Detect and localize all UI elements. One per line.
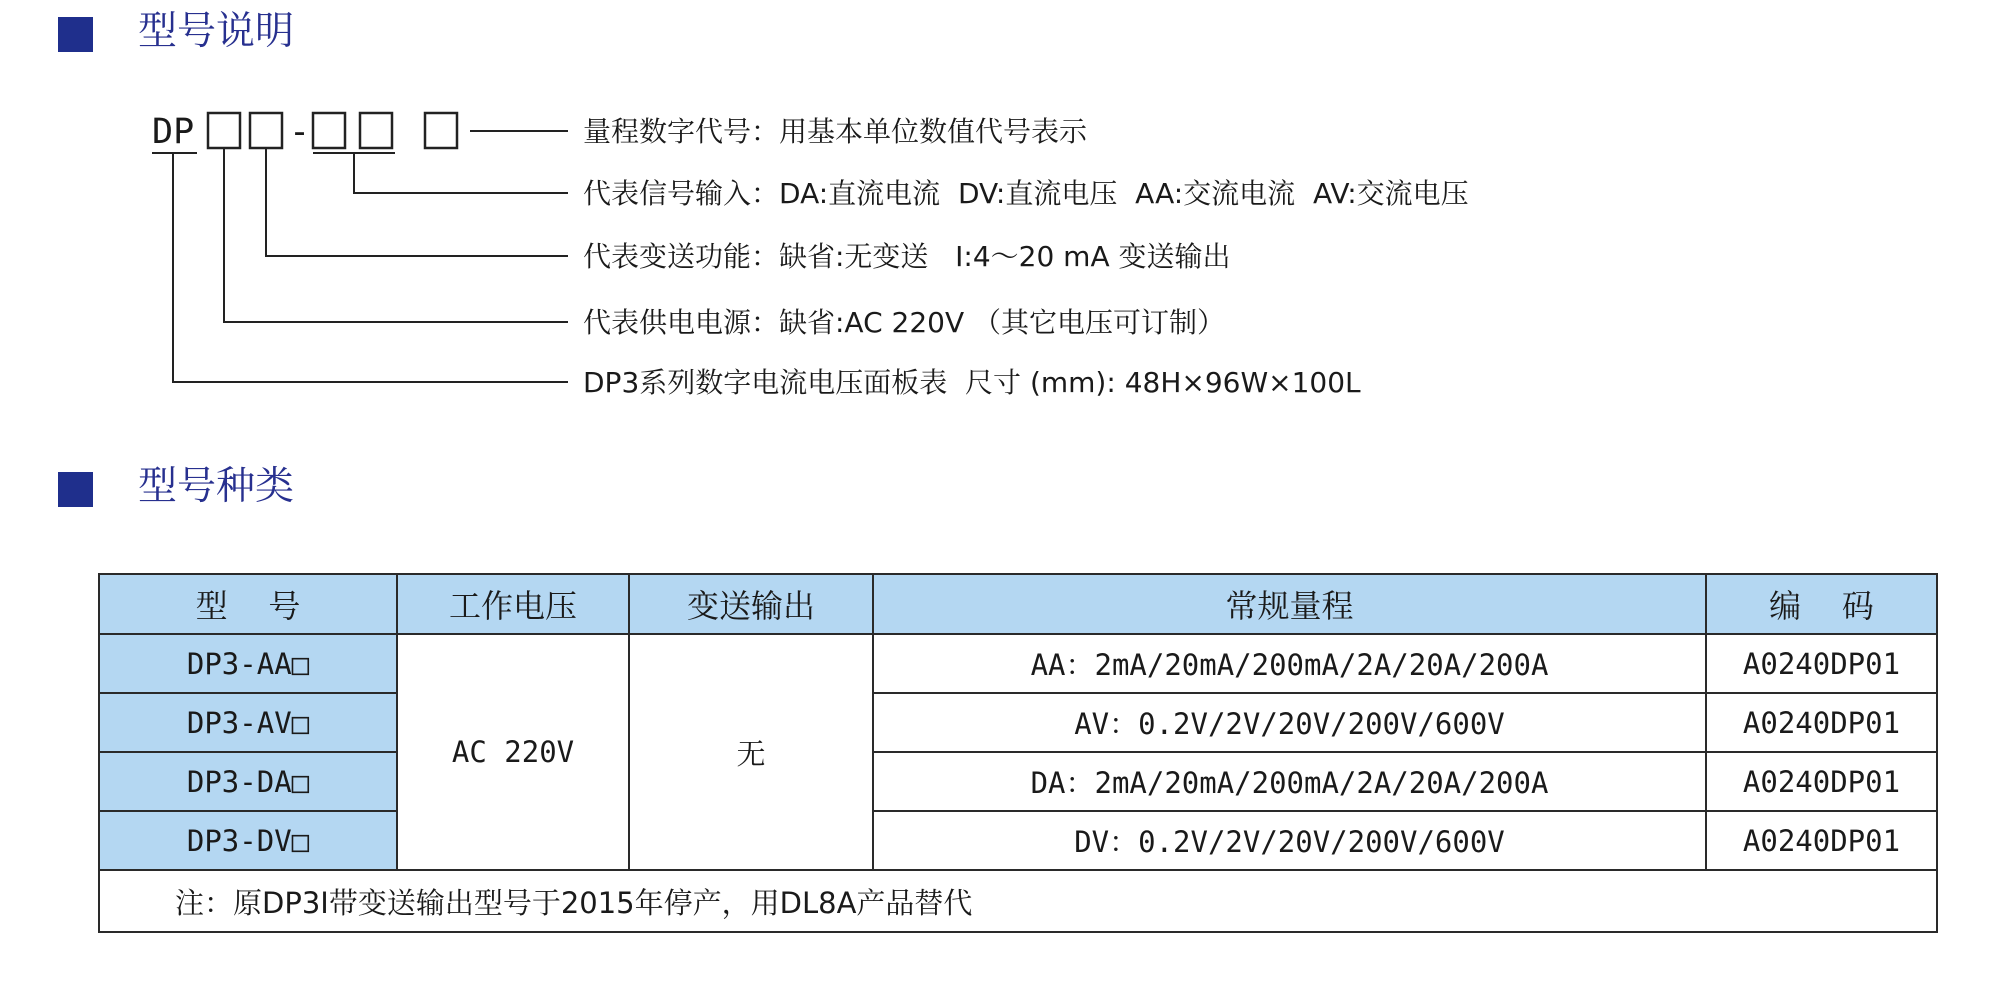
code-box-4 [360,113,392,148]
cell-range: DV：0.2V/2V/20V/200V/600V [873,811,1706,870]
cell-code: A0240DP01 [1706,752,1937,811]
header-code: 编 码 [1706,574,1937,634]
model-code-diagram [0,0,2012,420]
desc-transmit-function: 代表变送功能：缺省:无变送 I:4～20 mA 变送输出 [583,240,1231,273]
desc-power-supply: 代表供电电源：缺省:AC 220V （其它电压可订制） [583,306,1226,339]
code-box-3 [313,113,345,148]
desc-signal-input: 代表信号输入：DA:直流电流 DV:直流电压 AA:交流电流 AV:交流电压 [583,177,1469,210]
section-marker-icon [58,472,93,507]
table-row [99,634,1937,693]
cell-model: DP3-DV□ [99,811,397,870]
table-note: 注：原DP3I带变送输出型号于2015年停产，用DL8A产品替代 [99,870,1937,932]
cell-code: A0240DP01 [1706,693,1937,752]
leader-line-2 [354,153,568,193]
header-model: 型 号 [99,574,397,634]
cell-transmit: 无 [629,634,873,870]
cell-range: AA：2mA/20mA/200mA/2A/20A/200A [873,634,1706,693]
header-transmit: 变送输出 [629,574,873,634]
section-title-model-types: 型号种类 [138,464,295,509]
leader-line-4 [224,148,568,322]
code-box-1 [208,113,240,148]
header-voltage: 工作电压 [397,574,629,634]
table-header-row [99,574,1937,634]
cell-model: DP3-AV□ [99,693,397,752]
desc-range-code: 量程数字代号：用基本单位数值代号表示 [583,115,1088,148]
cell-range: DA：2mA/20mA/200mA/2A/20A/200A [873,752,1706,811]
table-note-row [99,870,1937,932]
code-box-2 [250,113,282,148]
desc-series-size: DP3系列数字电流电压面板表 尺寸 (mm): 48H×96W×100L [583,366,1361,399]
code-dash: - [289,112,311,152]
code-box-5 [425,113,457,148]
table-row [99,752,1937,811]
model-types-table [98,573,1938,933]
section-title-model-description: 型号说明 [138,9,295,54]
cell-model: DP3-AA□ [99,634,397,693]
cell-model: DP3-DA□ [99,752,397,811]
code-prefix: DP [152,112,195,152]
cell-voltage: AC 220V [397,634,629,870]
header-range: 常规量程 [873,574,1706,634]
cell-code: A0240DP01 [1706,634,1937,693]
table-row [99,811,1937,870]
cell-range: AV：0.2V/2V/20V/200V/600V [873,693,1706,752]
table-row [99,693,1937,752]
leader-line-5 [173,153,568,382]
cell-code: A0240DP01 [1706,811,1937,870]
leader-line-3 [266,148,568,256]
